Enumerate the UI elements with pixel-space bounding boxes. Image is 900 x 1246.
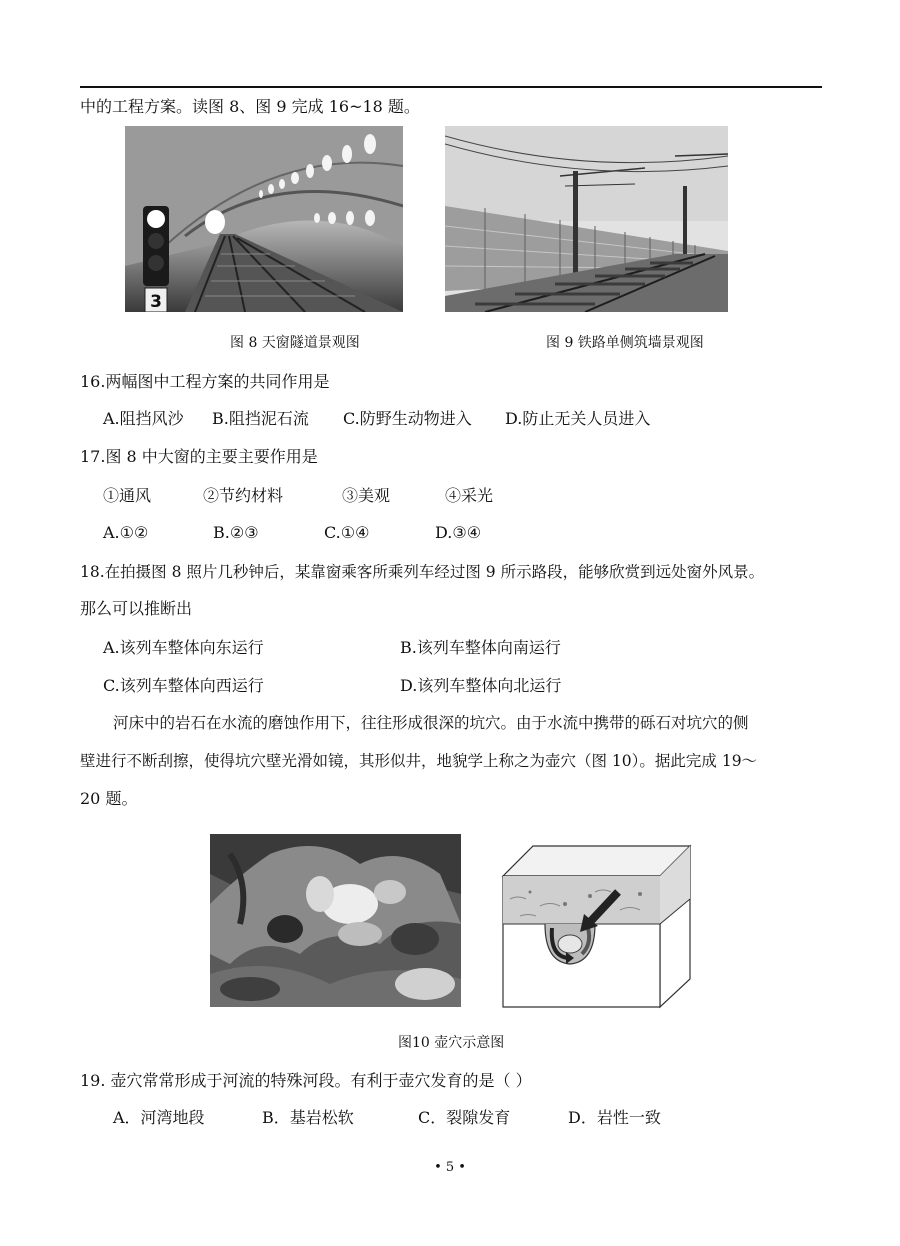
figure-8-tunnel-photo xyxy=(125,126,403,312)
q18-option-d: D.该列车整体向北运行 xyxy=(400,676,562,695)
figure-9-railway-wall-photo xyxy=(445,126,728,312)
question-16-stem: 16.两幅图中工程方案的共同作用是 xyxy=(80,372,330,391)
q18-option-a: A.该列车整体向东运行 xyxy=(103,638,264,657)
question-18-stem-line-2: 那么可以推断出 xyxy=(80,599,193,618)
figure-10-pothole-photo xyxy=(210,834,461,1007)
figure-8-caption: 图 8 天窗隧道景观图 xyxy=(230,335,360,351)
q17-option-b: B.②③ xyxy=(213,523,259,542)
q17-item-1: ①通风 xyxy=(103,486,152,505)
page-number: • 5 • xyxy=(434,1160,466,1175)
figure-10-pothole-diagram xyxy=(500,844,692,1009)
q16-option-a: A.阻挡风沙 xyxy=(103,409,184,428)
q18-option-c: C.该列车整体向西运行 xyxy=(103,676,264,695)
question-19-stem: 19. 壶穴常常形成于河流的特殊河段。有利于壶穴发育的是（ ） xyxy=(80,1071,532,1090)
q19-option-a: A．河湾地段 xyxy=(113,1108,205,1127)
q17-option-d: D.③④ xyxy=(435,523,482,542)
q17-item-4: ④采光 xyxy=(445,486,494,505)
q19-option-b: B．基岩松软 xyxy=(262,1108,354,1127)
figure-10-caption: 图10 壶穴示意图 xyxy=(398,1035,505,1051)
passage-line-1: 河床中的岩石在水流的磨蚀作用下，往往形成很深的坑穴。由于水流中携带的砾石对坑穴的侧 xyxy=(113,714,749,732)
intro-line: 中的工程方案。读图 8、图 9 完成 16~18 题。 xyxy=(80,97,420,116)
question-17-stem: 17.图 8 中大窗的主要主要作用是 xyxy=(80,447,318,466)
q17-option-c: C.①④ xyxy=(324,523,370,542)
q17-item-2: ②节约材料 xyxy=(203,486,284,505)
signal-plate-number: 3 xyxy=(150,292,162,312)
q16-option-b: B.阻挡泥石流 xyxy=(212,409,309,428)
q17-option-a: A.①② xyxy=(103,523,149,542)
passage-line-3: 20 题。 xyxy=(80,789,138,808)
question-18-stem-line-1: 18.在拍摄图 8 照片几秒钟后，某靠窗乘客所乘列车经过图 9 所示路段，能够欣赏到远处窗外风景。 xyxy=(80,563,765,581)
q19-option-d: D．岩性一致 xyxy=(568,1108,661,1127)
passage-line-2: 壁进行不断刮擦，使得坑穴壁光滑如镜，其形似井，地貌学上称之为壶穴（图 10）。据此完成 19～ xyxy=(80,752,758,770)
q17-item-3: ③美观 xyxy=(342,486,391,505)
figure-9-caption: 图 9 铁路单侧筑墙景观图 xyxy=(546,335,704,351)
q18-option-b: B.该列车整体向南运行 xyxy=(400,638,561,657)
q19-option-c: C．裂隙发育 xyxy=(418,1108,511,1127)
q16-option-c: C.防野生动物进入 xyxy=(343,409,472,428)
q16-option-d: D.防止无关人员进入 xyxy=(505,409,651,428)
header-rule xyxy=(80,86,822,88)
